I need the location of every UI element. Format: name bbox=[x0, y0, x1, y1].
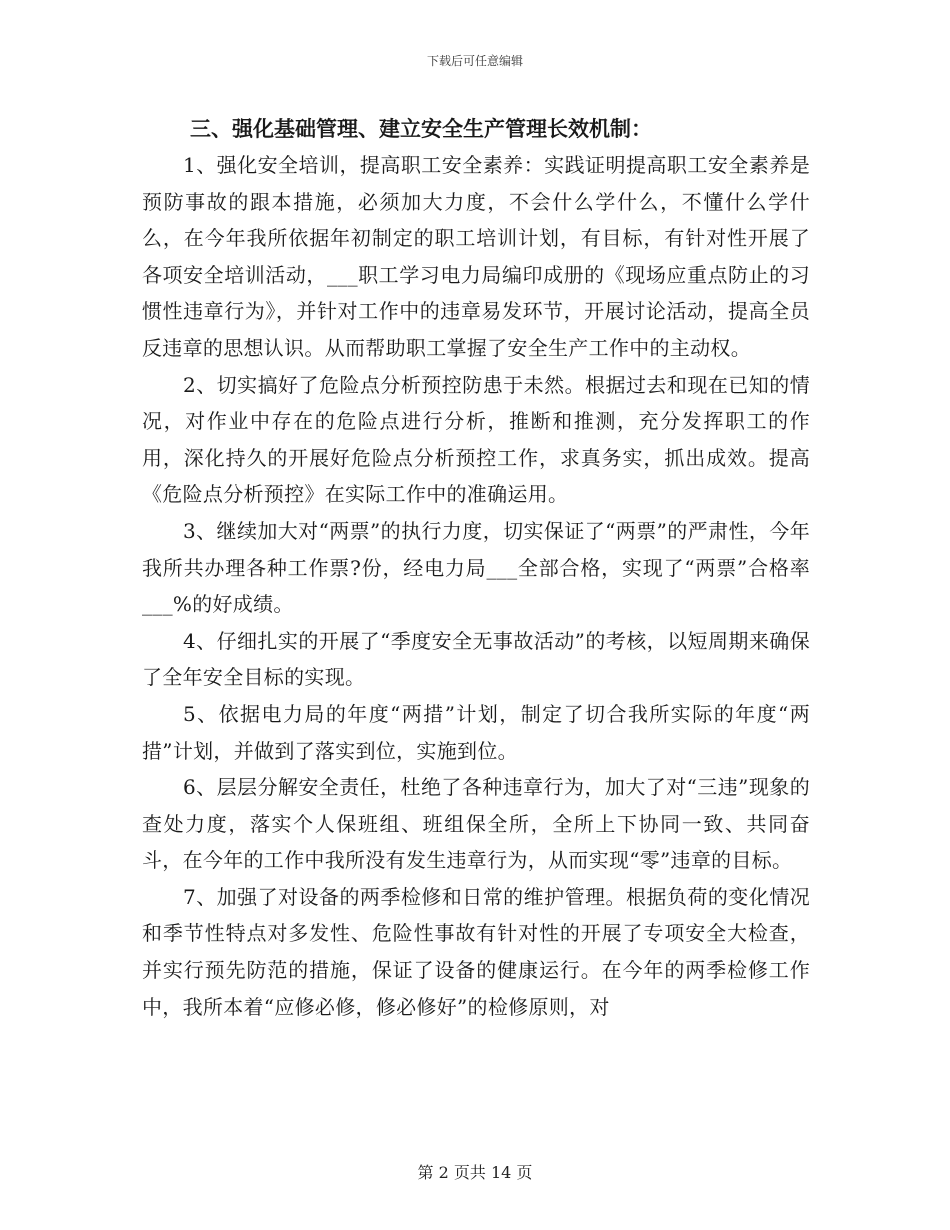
paragraph-1: 1、强化安全培训，提高职工安全素养：实践证明提高职工安全素养是预防事故的跟本措施，必须加大力度，不会什么学什么，不懂什么学什么，在今年我所依据年初制定的职工培训计划，有目标，有针对性开展了各项安全培训活动，___职工学习电力局编印成册的《现场应重点防止的习惯性违章行为》，并针对工作中的违章易发环节，开展讨论活动，提高全员反违章的思想认识。从而帮助职工掌握了安全生产工作中的主动权。 bbox=[142, 153, 810, 360]
paragraph-4: 4、仔细扎实的开展了“季度安全无事故活动”的考核，以短周期来确保了全年安全目标的实现。 bbox=[142, 628, 810, 690]
paragraph-2: 2、切实搞好了危险点分析预控防患于未然。根据过去和现在已知的情况，对作业中存在的危险点进行分析，推断和推测，充分发挥职工的作用，深化持久的开展好危险点分析预控工作，求真务实，抓出成效。提高《危险点分析预控》在实际工作中的准确运用。 bbox=[142, 372, 810, 507]
section-heading: 三、强化基础管理、建立安全生产管理长效机制： bbox=[190, 116, 652, 141]
paragraph-3: 3、继续加大对“两票”的执行力度，切实保证了“两票”的严肃性，今年我所共办理各种工作票?份，经电力局___全部合格，实现了“两票”合格率___%的好成绩。 bbox=[142, 518, 810, 617]
paragraph-7: 7、加强了对设备的两季检修和日常的维护管理。根据负荷的变化情况和季节性特点对多发性、危险性事故有针对性的开展了专项安全大检查，并实行预先防范的措施，保证了设备的健康运行。在今年的两季检修工作中，我所本着“应修必修，修必修好”的检修原则，对 bbox=[142, 884, 810, 1019]
document-body bbox=[142, 111, 810, 1025]
paragraph-5: 5、依据电力局的年度“两措”计划，制定了切合我所实际的年度“两措”计划，并做到了落实到位，实施到位。 bbox=[142, 701, 810, 763]
paragraph-6: 6、层层分解安全责任，杜绝了各种违章行为，加大了对“三违”现象的查处力度，落实个人保班组、班组保全所，全所上下协同一致、共同奋斗，在今年的工作中我所没有发生违章行为，从而实现“零”违章的目标。 bbox=[142, 775, 810, 873]
page-number-footer: 第 2 页共 14 页 bbox=[417, 1163, 533, 1182]
page-header-note: 下载后可任意编辑 bbox=[426, 54, 523, 68]
